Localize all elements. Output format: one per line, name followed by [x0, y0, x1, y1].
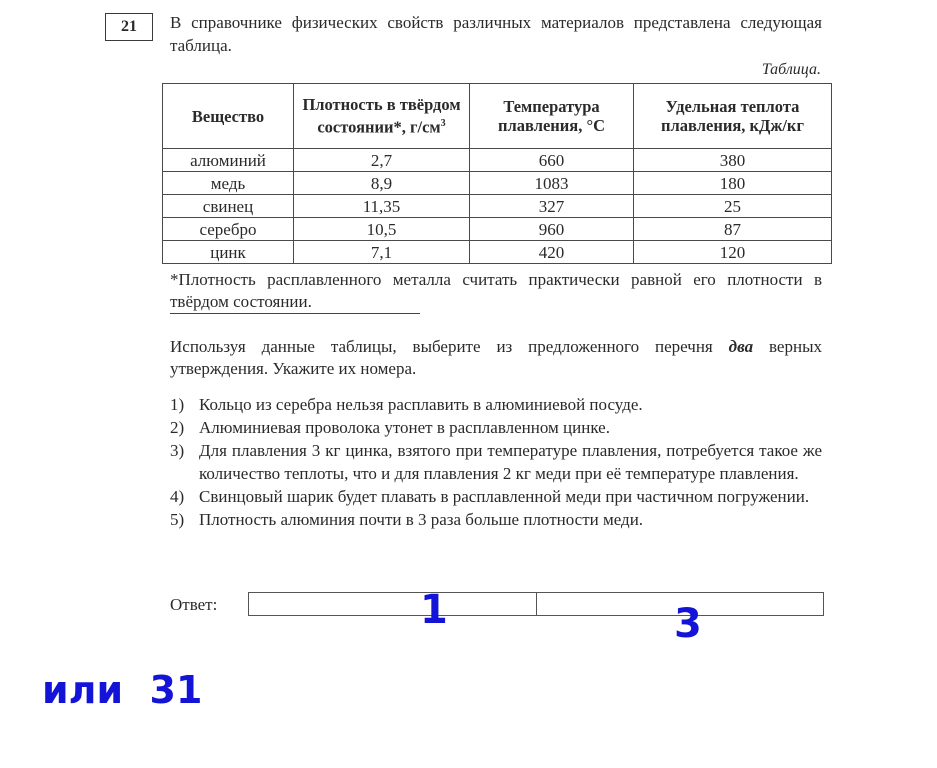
option-text: Алюминиевая проволока утонет в расплавленном цинке.: [199, 418, 610, 437]
table-footnote: *Плотность расплавленного металла считать практически равной его плотности в твёрдом состоянии.: [170, 270, 822, 311]
answer-box[interactable]: [248, 592, 824, 616]
option-number: 1): [170, 395, 185, 414]
answer-cell-1[interactable]: [249, 593, 537, 615]
cell-heat-of-fusion: 25: [634, 195, 832, 218]
header-density: [294, 84, 470, 149]
option-item: [170, 508, 822, 531]
cell-heat-of-fusion: 87: [634, 218, 832, 241]
option-text: Свинцовый шарик будет плавать в расплавленной меди при частичном погружении.: [199, 487, 810, 506]
table-row: [163, 218, 832, 241]
cell-melting-temp: 420: [470, 241, 634, 264]
cell-heat-of-fusion: 180: [634, 172, 832, 195]
answer-options-list: [170, 393, 822, 531]
option-text: Плотность алюминия почти в 3 раза больше плотности меди.: [199, 510, 644, 529]
option-text: Для плавления 3 кг цинка, взятого при температуре плавления, потребуется такое же количество теплоты, что и для плавления 2 кг меди при её температуре плавления.: [199, 441, 822, 483]
option-number: 2): [170, 418, 185, 437]
density-header-label: Плотность в твёрдом состоянии*, г/см: [302, 95, 461, 137]
option-number: 5): [170, 510, 185, 529]
option-item: [170, 439, 822, 485]
cell-density: 8,9: [294, 172, 470, 195]
option-number: 3): [170, 441, 185, 460]
task-instruction: [170, 336, 822, 380]
table-row: [163, 149, 832, 172]
table-row: [163, 195, 832, 218]
header-melting-temp: Температура плавления, °С: [470, 84, 634, 149]
cell-density: 2,7: [294, 149, 470, 172]
instruction-text-before: Используя данные таблицы, выберите из предложенного перечня: [170, 337, 729, 356]
option-number: 4): [170, 487, 185, 506]
question-intro: В справочнике физических свойств различных материалов представлена следующая таблица.: [170, 13, 822, 55]
density-header-exponent: 3: [440, 118, 446, 130]
cell-melting-temp: 960: [470, 218, 634, 241]
table-row: [163, 241, 832, 264]
handwritten-answer-first: 1: [420, 587, 448, 633]
table-row: [163, 172, 832, 195]
cell-density: 11,35: [294, 195, 470, 218]
cell-substance: цинк: [163, 241, 294, 264]
cell-melting-temp: 1083: [470, 172, 634, 195]
instruction-text-after: верных утверждения. Укажите их номера.: [170, 337, 822, 378]
question-number: 21: [105, 13, 153, 41]
option-item: [170, 485, 822, 508]
divider: [170, 313, 420, 314]
cell-substance: медь: [163, 172, 294, 195]
instruction-emphasis: два: [728, 337, 754, 356]
properties-table: [162, 83, 832, 264]
handwritten-alternative-answer: или 31: [42, 668, 203, 712]
cell-heat-of-fusion: 380: [634, 149, 832, 172]
header-heat-of-fusion: Удельная теплота плавления, кДж/кг: [634, 84, 832, 149]
cell-melting-temp: 660: [470, 149, 634, 172]
cell-substance: алюминий: [163, 149, 294, 172]
cell-heat-of-fusion: 120: [634, 241, 832, 264]
table-header-row: [163, 84, 832, 149]
cell-density: 7,1: [294, 241, 470, 264]
cell-melting-temp: 327: [470, 195, 634, 218]
answer-label: Ответ:: [170, 595, 218, 614]
handwritten-answer-second: 3: [674, 601, 702, 647]
cell-density: 10,5: [294, 218, 470, 241]
option-item: [170, 416, 822, 439]
cell-substance: серебро: [163, 218, 294, 241]
option-text: Кольцо из серебра нельзя расплавить в алюминиевой посуде.: [199, 395, 643, 414]
cell-substance: свинец: [163, 195, 294, 218]
header-substance: Вещество: [163, 84, 294, 149]
option-item: [170, 393, 822, 416]
table-caption: Таблица.: [761, 61, 821, 78]
